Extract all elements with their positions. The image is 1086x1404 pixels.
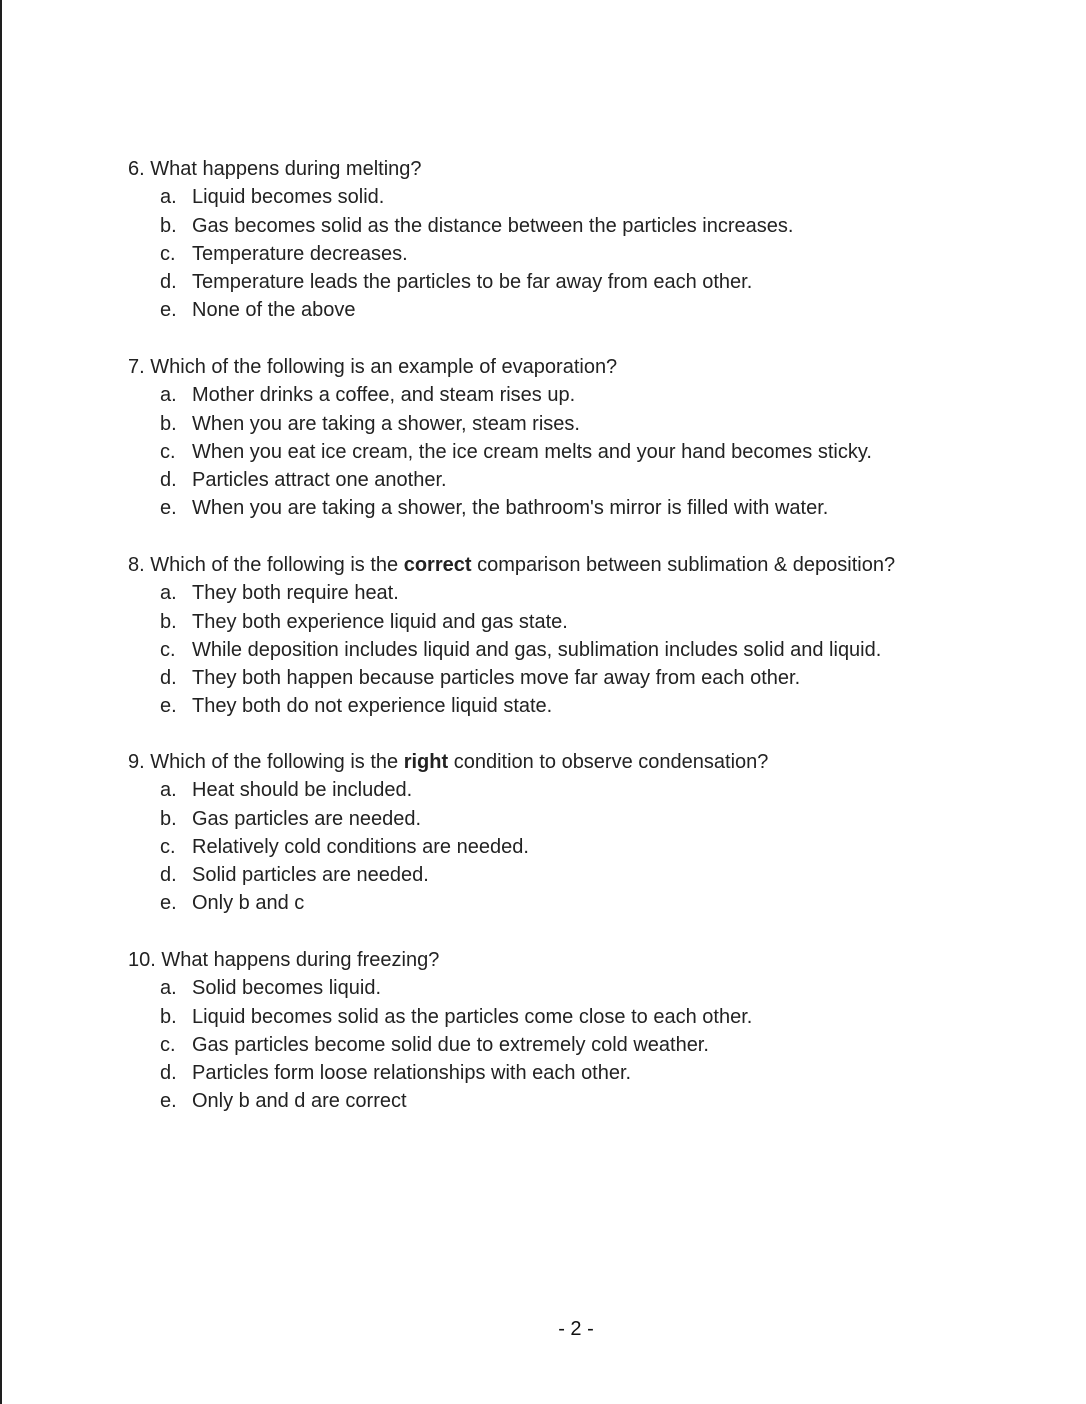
answer-option-e xyxy=(128,889,768,917)
option-letter: e. xyxy=(160,695,177,718)
option-letter: c. xyxy=(160,1033,176,1056)
option-letter: d. xyxy=(160,1062,177,1085)
option-letter: e. xyxy=(160,892,177,915)
question-number: 9. xyxy=(128,751,145,773)
answer-option-c xyxy=(128,1031,709,1059)
question-stem xyxy=(128,155,422,183)
option-letter: b. xyxy=(160,610,177,633)
option-letter: a. xyxy=(160,384,177,407)
option-text: Particles attract one another. xyxy=(192,469,447,492)
option-letter: a. xyxy=(160,582,177,605)
question-8 xyxy=(128,551,895,721)
option-text: Gas becomes solid as the distance between the particles increases. xyxy=(192,214,794,237)
option-text: Gas particles become solid due to extremely cold weather. xyxy=(192,1033,709,1056)
answer-option-e xyxy=(128,296,422,324)
option-text: Liquid becomes solid as the particles come close to each other. xyxy=(192,1005,753,1028)
answer-options xyxy=(128,776,768,917)
option-text: Mother drinks a coffee, and steam rises up. xyxy=(192,384,576,407)
option-letter: a. xyxy=(160,977,177,1000)
answer-option-a xyxy=(128,974,439,1002)
option-letter: b. xyxy=(160,214,177,237)
answer-option-e xyxy=(128,1087,439,1115)
option-text: Solid particles are needed. xyxy=(192,864,429,887)
option-text: They both do not experience liquid state. xyxy=(192,695,553,718)
answer-option-d xyxy=(128,268,753,296)
option-text: When you are taking a shower, the bathroom's mirror is filled with water. xyxy=(192,497,829,520)
answer-options xyxy=(128,183,794,324)
option-letter: c. xyxy=(160,835,176,858)
question-emphasis: correct xyxy=(403,554,472,576)
answer-option-e xyxy=(128,494,829,522)
question-text-tail: comparison between sublimation & deposition? xyxy=(471,554,896,576)
question-emphasis: right xyxy=(403,751,449,773)
option-text: Only b and d are correct xyxy=(192,1090,407,1113)
option-text: Particles form loose relationships with each other. xyxy=(192,1062,632,1085)
answer-option-a xyxy=(128,381,617,409)
option-text: Heat should be included. xyxy=(192,779,413,802)
question-9 xyxy=(128,748,768,918)
option-letter: a. xyxy=(160,186,177,209)
option-letter: d. xyxy=(160,271,177,294)
option-text: They both experience liquid and gas state. xyxy=(192,610,568,633)
option-text: They both happen because particles move far away from each other. xyxy=(192,667,801,690)
answer-option-b xyxy=(128,410,617,438)
question-stem xyxy=(128,551,895,579)
answer-options xyxy=(128,579,895,720)
answer-options xyxy=(128,381,872,522)
option-letter: c. xyxy=(160,440,176,463)
option-letter: e. xyxy=(160,299,177,322)
option-text: Gas particles are needed. xyxy=(192,807,422,830)
option-text: Only b and c xyxy=(192,892,305,915)
question-10 xyxy=(128,946,753,1116)
question-text: Which of the following is the xyxy=(150,554,404,576)
answer-option-d xyxy=(128,1059,632,1087)
question-number: 10. xyxy=(128,949,156,971)
answer-option-b xyxy=(128,608,895,636)
question-7 xyxy=(128,353,872,523)
option-letter: e. xyxy=(160,1090,177,1113)
answer-option-c xyxy=(128,636,895,664)
question-text: Which of the following is the xyxy=(150,751,404,773)
answer-option-b xyxy=(128,212,794,240)
answer-option-d xyxy=(128,861,768,889)
question-text: What happens during melting? xyxy=(150,158,422,180)
option-letter: c. xyxy=(160,638,176,661)
option-letter: a. xyxy=(160,779,177,802)
answer-option-c xyxy=(128,833,768,861)
question-stem xyxy=(128,748,768,776)
option-text: Relatively cold conditions are needed. xyxy=(192,835,529,858)
question-text-tail: condition to observe condensation? xyxy=(448,751,769,773)
question-number: 8. xyxy=(128,554,145,576)
question-number: 6. xyxy=(128,158,145,180)
answer-option-d xyxy=(128,466,617,494)
option-text: They both require heat. xyxy=(192,582,399,605)
option-text: Temperature decreases. xyxy=(192,242,408,265)
question-text: Which of the following is an example of evaporation? xyxy=(150,356,618,378)
answer-option-d xyxy=(128,664,895,692)
option-text: None of the above xyxy=(192,299,356,322)
option-text: When you are taking a shower, steam rises. xyxy=(192,412,580,435)
option-text: Solid becomes liquid. xyxy=(192,977,381,1000)
option-letter: c. xyxy=(160,242,176,265)
answer-option-a xyxy=(128,579,895,607)
answer-options xyxy=(128,974,753,1115)
page-number: - 2 - xyxy=(558,1318,594,1340)
answer-option-b xyxy=(128,805,768,833)
option-letter: d. xyxy=(160,469,177,492)
option-text: Temperature leads the particles to be far away from each other. xyxy=(192,271,753,294)
answer-option-a xyxy=(128,776,768,804)
answer-option-e xyxy=(128,692,895,720)
answer-option-c xyxy=(128,438,872,466)
option-text: While deposition includes liquid and gas, sublimation includes solid and liquid. xyxy=(192,638,882,661)
option-letter: d. xyxy=(160,667,177,690)
answer-option-c xyxy=(128,240,422,268)
answer-option-b xyxy=(128,1003,753,1031)
answer-option-a xyxy=(128,183,422,211)
option-letter: b. xyxy=(160,412,177,435)
option-letter: e. xyxy=(160,497,177,520)
option-letter: b. xyxy=(160,1005,177,1028)
question-6 xyxy=(128,155,794,325)
question-text: What happens during freezing? xyxy=(161,949,440,971)
option-letter: d. xyxy=(160,864,177,887)
question-number: 7. xyxy=(128,356,145,378)
question-stem xyxy=(128,353,617,381)
option-text: When you eat ice cream, the ice cream melts and your hand becomes sticky. xyxy=(192,440,872,463)
question-stem xyxy=(128,946,439,974)
option-text: Liquid becomes solid. xyxy=(192,186,385,209)
option-letter: b. xyxy=(160,807,177,830)
